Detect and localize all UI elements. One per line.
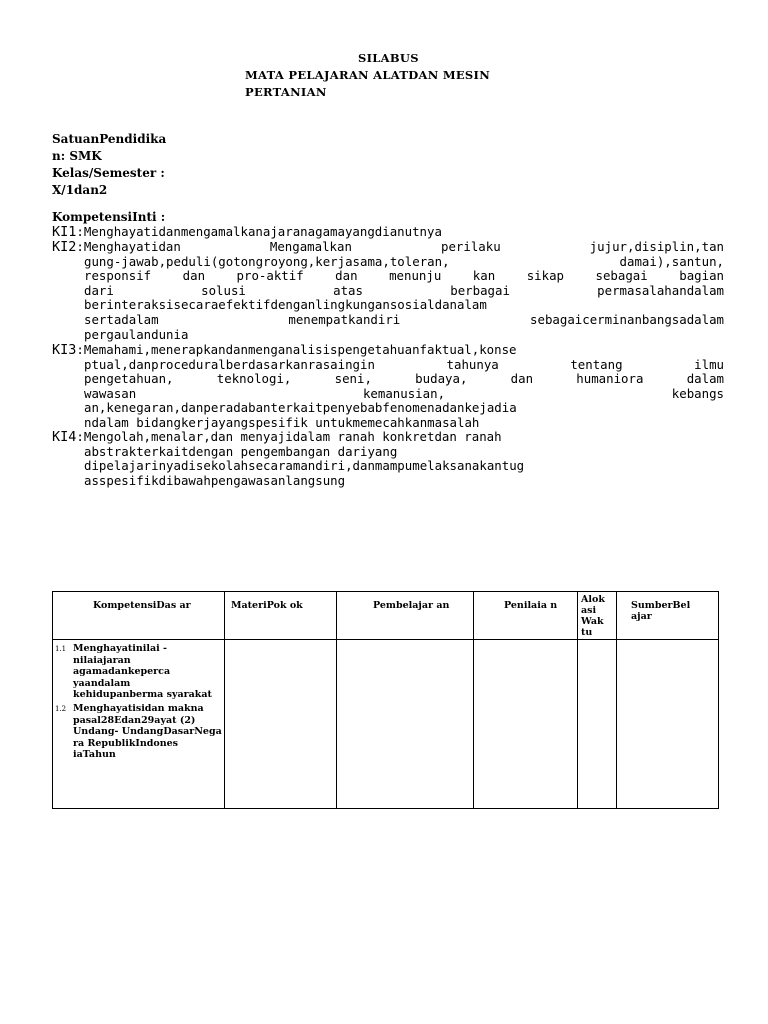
ki4-line: abstrakterkaitdengan pengembangan dariyang xyxy=(84,443,398,459)
ki3-label: KI3 xyxy=(52,342,77,358)
cell-materi-pokok xyxy=(225,640,337,809)
ki2-line: sertadalam menempatkandiri sebagaicerminanbangsadalam xyxy=(84,311,724,327)
cell-sumber-belajar xyxy=(617,640,719,809)
cell-pembelajaran xyxy=(337,640,474,809)
ki1-text: :Menghayatidanmengamalkanajaranagamayangdianutnya xyxy=(76,224,442,239)
ki2-line: pergaulandunia xyxy=(84,326,189,342)
kelas-semester-label: Kelas/Semester : xyxy=(52,166,165,180)
kd-item xyxy=(55,703,222,761)
ki3-line: an,kenegaran,danperadabanterkaitpenyebabfenomenadankejadia xyxy=(84,400,517,416)
kompetensi-inti-heading: KompetensiInti : xyxy=(52,210,166,224)
satuan-pendidikan-label: SatuanPendidika xyxy=(52,132,167,146)
ki2-line: gung-jawab,peduli(gotongroyong,kerjasama,toleran, damai),santun, xyxy=(84,253,724,269)
kd-item-text: Menghayatinilai -nilaiajaran agamadankeperca yaandalam kehidupanberma syarakat xyxy=(73,643,212,701)
ki2-line: responsif dan pro-aktif dan menunju kan sikap sebagai bagian xyxy=(84,268,724,284)
ki3-block xyxy=(52,343,724,431)
ki3-line: ptual,danproceduralberdasarkanrasaingin tahunya tentang ilmu xyxy=(84,356,724,372)
ki2-line: dari solusi atas berbagai permasalahandalam xyxy=(84,282,724,298)
ki4-label: KI4 xyxy=(52,429,77,445)
ki4-line: :Mengolah,menalar,dan menyajidalam ranah konkretdan ranah xyxy=(76,429,502,444)
cell-penilaian xyxy=(474,640,578,809)
ki4-block xyxy=(52,430,724,488)
cell-alokasi-waktu xyxy=(578,640,617,809)
ki4-line: asspesifikdibawahpengawasanlangsung xyxy=(84,472,346,488)
ki1-block xyxy=(52,225,724,240)
silabus-table xyxy=(52,591,719,809)
kd-item-text: Menghayatisidan makna pasal28Edan29ayat (2) Undang- UndangDasarNega ra RepublikIndones iaTahun xyxy=(73,702,222,761)
kd-item xyxy=(55,643,222,701)
kelas-semester-value: X/1dan2 xyxy=(52,183,108,197)
satuan-pendidikan-value: n: SMK xyxy=(52,149,102,163)
header-materi-pokok: MateriPok ok xyxy=(225,592,337,640)
ki3-line: wawasan kemanusian, kebangs xyxy=(84,385,724,401)
ki2-line: berinteraksisecaraefektifdenganlingkungansosialdanalam xyxy=(84,297,487,313)
subject-line-2: PERTANIAN xyxy=(245,85,327,99)
document-meta xyxy=(52,131,166,199)
header-sumber-belajar: SumberBel ajar xyxy=(617,592,719,640)
ki2-label: KI2 xyxy=(52,239,77,255)
header-alokasi-waktu: Alok asi Wak tu xyxy=(578,592,617,640)
header-penilaian: Penilaia n xyxy=(474,592,578,640)
ki4-line: dipelajarinyadisekolahsecaramandiri,danmampumelaksanakantug xyxy=(84,458,525,474)
ki2-line: :Menghayatidan Mengamalkan perilaku jujur,disiplin,tan xyxy=(76,239,724,254)
ki3-line: :Memahami,menerapkandanmenganalisispengetahuanfaktual,konse xyxy=(76,342,517,357)
cell-kompetensi-dasar xyxy=(53,640,225,809)
ki3-line: ndalam bidangkerjayangspesifik untukmemecahkanmasalah xyxy=(84,414,480,430)
subject-line-1: MATA PELAJARAN ALATDAN MESIN xyxy=(245,68,491,82)
table-header-row xyxy=(53,592,719,640)
header-pembelajaran: Pembelajar an xyxy=(337,592,474,640)
kd-item-number: 1.1 xyxy=(55,645,67,653)
ki2-block xyxy=(52,240,724,342)
table-row xyxy=(53,640,719,809)
kd-item-number: 1.2 xyxy=(55,704,67,713)
ki3-line: pengetahuan, teknologi, seni, budaya, dan humaniora dalam xyxy=(84,371,724,387)
header-kompetensi-dasar: KompetensiDas ar xyxy=(53,592,225,640)
ki1-label: KI1 xyxy=(52,224,77,240)
document-title: SILABUS xyxy=(358,51,419,65)
